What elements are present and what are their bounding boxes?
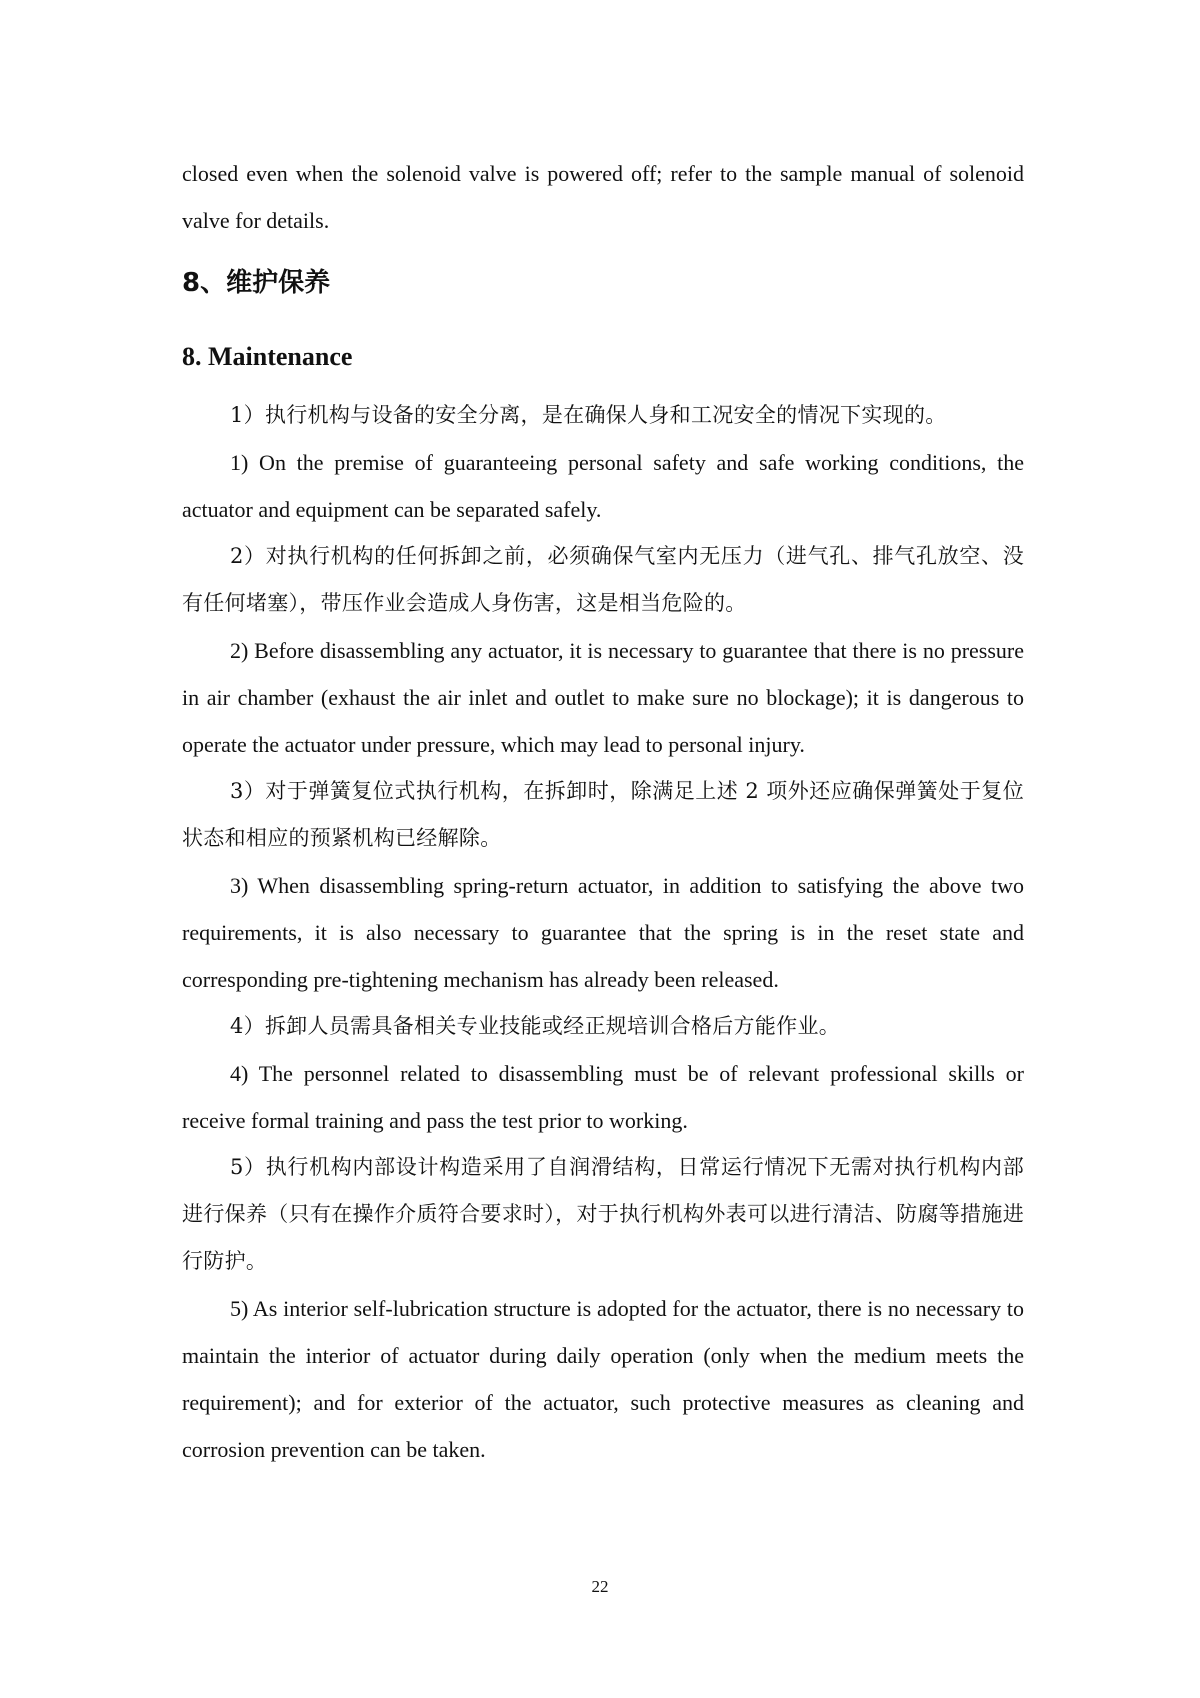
item-3-en: 3) When disassembling spring-return actuator, in addition to satisfying the above two requirements, it is also necessary to guarantee that the spring is in the reset state and corresponding pre-tightening mechanism has already been released.: [182, 873, 1024, 992]
item-4-cn: 4）拆卸人员需具备相关专业技能或经正规培训合格后方能作业。: [230, 1014, 841, 1038]
item-2-cn: 2）对执行机构的任何拆卸之前，必须确保气室内无压力（进气孔、排气孔放空、没有任何堵塞），带压作业会造成人身伤害，这是相当危险的。: [182, 544, 1024, 615]
item-5-cn: 5）执行机构内部设计构造采用了自润滑结构，日常运行情况下无需对执行机构内部进行保养（只有在操作介质符合要求时），对于执行机构外表可以进行清洁、防腐等措施进行防护。: [182, 1155, 1024, 1273]
continuation-paragraph: closed even when the solenoid valve is powered off; refer to the sample manual of solenoid valve for details.: [182, 161, 1024, 233]
page-number: 22: [591, 1577, 609, 1596]
item-5-en: 5) As interior self-lubrication structure is adopted for the actuator, there is no necessary to maintain the interior of actuator during daily operation (only when the medium meets the requirement); and for exterior of the actuator, such protective measures as cleaning and corrosion prevention can be taken.: [182, 1296, 1024, 1462]
document-page: [182, 150, 1024, 1473]
item-4-en: 4) The personnel related to disassembling must be of relevant professional skills or receive formal training and pass the test prior to working.: [182, 1061, 1024, 1133]
section-heading-en: 8. Maintenance: [182, 342, 353, 371]
section-heading-cn: 8、维护保养: [182, 268, 331, 298]
item-1-cn: 1）执行机构与设备的安全分离，是在确保人身和工况安全的情况下实现的。: [230, 403, 947, 427]
item-3-cn: 3）对于弹簧复位式执行机构，在拆卸时，除满足上述 2 项外还应确保弹簧处于复位状态和相应的预紧机构已经解除。: [182, 779, 1024, 850]
item-2-en: 2) Before disassembling any actuator, it is necessary to guarantee that there is no pressure in air chamber (exhaust the air inlet and outlet to make sure no blockage); it is dangerous to operate the actuator under pressure, which may lead to personal injury.: [182, 638, 1024, 757]
item-1-en: 1) On the premise of guaranteeing personal safety and safe working conditions, the actuator and equipment can be separated safely.: [182, 450, 1024, 522]
